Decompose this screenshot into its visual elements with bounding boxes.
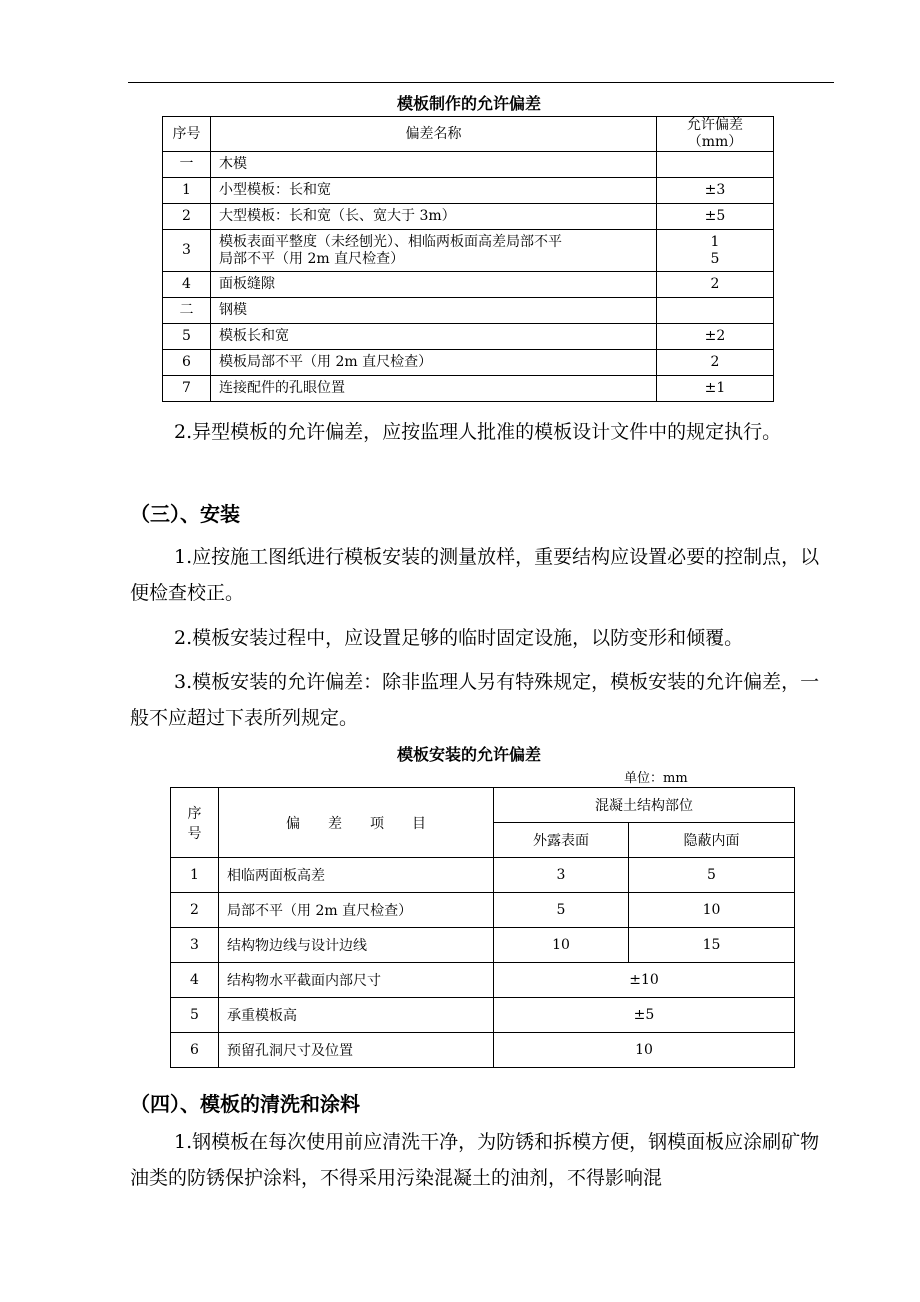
row-exposed: 10 (494, 928, 629, 963)
row-no: 5 (163, 324, 211, 350)
row-name: 大型模板：长和宽（长、宽大于 3m） (211, 204, 657, 230)
unit-label: 单位：mm (624, 771, 688, 786)
header-no-line: 序 (187, 805, 202, 822)
table-row (171, 893, 795, 928)
row-no: 3 (163, 230, 211, 272)
row-name-line: 模板表面平整度（未经刨光）、相临两板面高差局部不平 (219, 233, 562, 250)
row-item: 局部不平（用 2m 直尺检查） (219, 893, 494, 928)
header-hidden: 隐蔽内面 (629, 823, 795, 858)
header-rule (128, 82, 834, 83)
row-deviation: ±1 (657, 376, 774, 402)
row-deviation-line: 5 (710, 250, 720, 267)
header-name: 偏差名称 (211, 117, 657, 152)
row-deviation: ±2 (657, 324, 774, 350)
row-item: 相临两面板高差 (219, 858, 494, 893)
row-item: 承重模板高 (219, 998, 494, 1033)
row-name: 面板缝隙 (211, 272, 657, 298)
table-row (171, 928, 795, 963)
row-merged-value: ±5 (494, 998, 795, 1033)
table1-title: 模板制作的允许偏差 (397, 94, 542, 113)
row-hidden: 10 (629, 893, 795, 928)
table-row (171, 1033, 795, 1068)
paragraph-install-1: 1.应按施工图纸进行模板安装的测量放样，重要结构应设置必要的控制点，以便检查校正。 (130, 546, 820, 604)
section-heading-cleaning: （四）、模板的清洗和涂料 (130, 1092, 360, 1116)
row-name (211, 230, 657, 272)
row-name-line: 局部不平（用 2m 直尺检查） (219, 250, 405, 267)
row-no: 7 (163, 376, 211, 402)
row-deviation: 2 (657, 272, 774, 298)
row-exposed: 5 (494, 893, 629, 928)
row-no: 4 (163, 272, 211, 298)
row-no: 1 (171, 858, 219, 893)
table-row (163, 324, 774, 350)
header-exposed: 外露表面 (494, 823, 629, 858)
fabrication-tolerance-table (162, 116, 774, 402)
row-merged-value: 10 (494, 1033, 795, 1068)
table-row (171, 858, 795, 893)
header-no-line: 号 (187, 825, 202, 842)
row-deviation (657, 298, 774, 324)
row-name: 木模 (211, 152, 657, 178)
header-item: 偏 差 项 目 (219, 788, 494, 858)
row-item: 结构物水平截面内部尺寸 (219, 963, 494, 998)
row-deviation: ±3 (657, 178, 774, 204)
row-deviation (657, 230, 774, 272)
paragraph-install-3: 3.模板安装的允许偏差：除非监理人另有特殊规定，模板安装的允许偏差，一般不应超过下表所列规定。 (130, 671, 820, 729)
row-name: 钢模 (211, 298, 657, 324)
row-item: 预留孔洞尺寸及位置 (219, 1033, 494, 1068)
table-row (163, 178, 774, 204)
row-no: 2 (163, 204, 211, 230)
row-name: 模板局部不平（用 2m 直尺检查） (211, 350, 657, 376)
row-item: 结构物边线与设计边线 (219, 928, 494, 963)
row-deviation (657, 152, 774, 178)
table-row (163, 350, 774, 376)
row-exposed: 3 (494, 858, 629, 893)
row-no: 5 (171, 998, 219, 1033)
table-row (163, 376, 774, 402)
row-no: 6 (163, 350, 211, 376)
row-no: 2 (171, 893, 219, 928)
section-heading-install: （三）、安装 (130, 502, 240, 526)
table-header-row (163, 117, 774, 152)
table-row (171, 963, 795, 998)
table-row (171, 998, 795, 1033)
row-name: 小型模板：长和宽 (211, 178, 657, 204)
row-no: 一 (163, 152, 211, 178)
table-header-row (171, 788, 795, 823)
row-no: 1 (163, 178, 211, 204)
paragraph-cleaning-1: 1.钢模板在每次使用前应清洗干净，为防锈和拆模方便，钢模面板应涂刷矿物油类的防锈保护涂料，不得采用污染混凝土的油剂，不得影响混 (130, 1131, 820, 1189)
row-deviation: 2 (657, 350, 774, 376)
table-row (163, 152, 774, 178)
paragraph-install-2: 2.模板安装过程中，应设置足够的临时固定设施，以防变形和倾覆。 (174, 627, 744, 649)
installation-tolerance-table (170, 787, 795, 1068)
table-row (163, 230, 774, 272)
table-row (163, 298, 774, 324)
header-no: 序号 (163, 117, 211, 152)
row-hidden: 5 (629, 858, 795, 893)
table2-title: 模板安装的允许偏差 (397, 745, 542, 764)
row-deviation: ±5 (657, 204, 774, 230)
table-row (163, 272, 774, 298)
row-deviation-line: 1 (710, 233, 720, 250)
paragraph-custom-tolerance: 2.异型模板的允许偏差，应按监理人批准的模板设计文件中的规定执行。 (174, 421, 782, 443)
row-no: 4 (171, 963, 219, 998)
row-merged-value: ±10 (494, 963, 795, 998)
header-structure-part: 混凝土结构部位 (494, 788, 795, 823)
header-deviation: 允许偏差（mm） (657, 117, 774, 152)
row-no: 二 (163, 298, 211, 324)
row-no: 6 (171, 1033, 219, 1068)
header-no (171, 788, 219, 858)
table-row (163, 204, 774, 230)
row-no: 3 (171, 928, 219, 963)
row-name: 模板长和宽 (211, 324, 657, 350)
row-hidden: 15 (629, 928, 795, 963)
row-name: 连接配件的孔眼位置 (211, 376, 657, 402)
